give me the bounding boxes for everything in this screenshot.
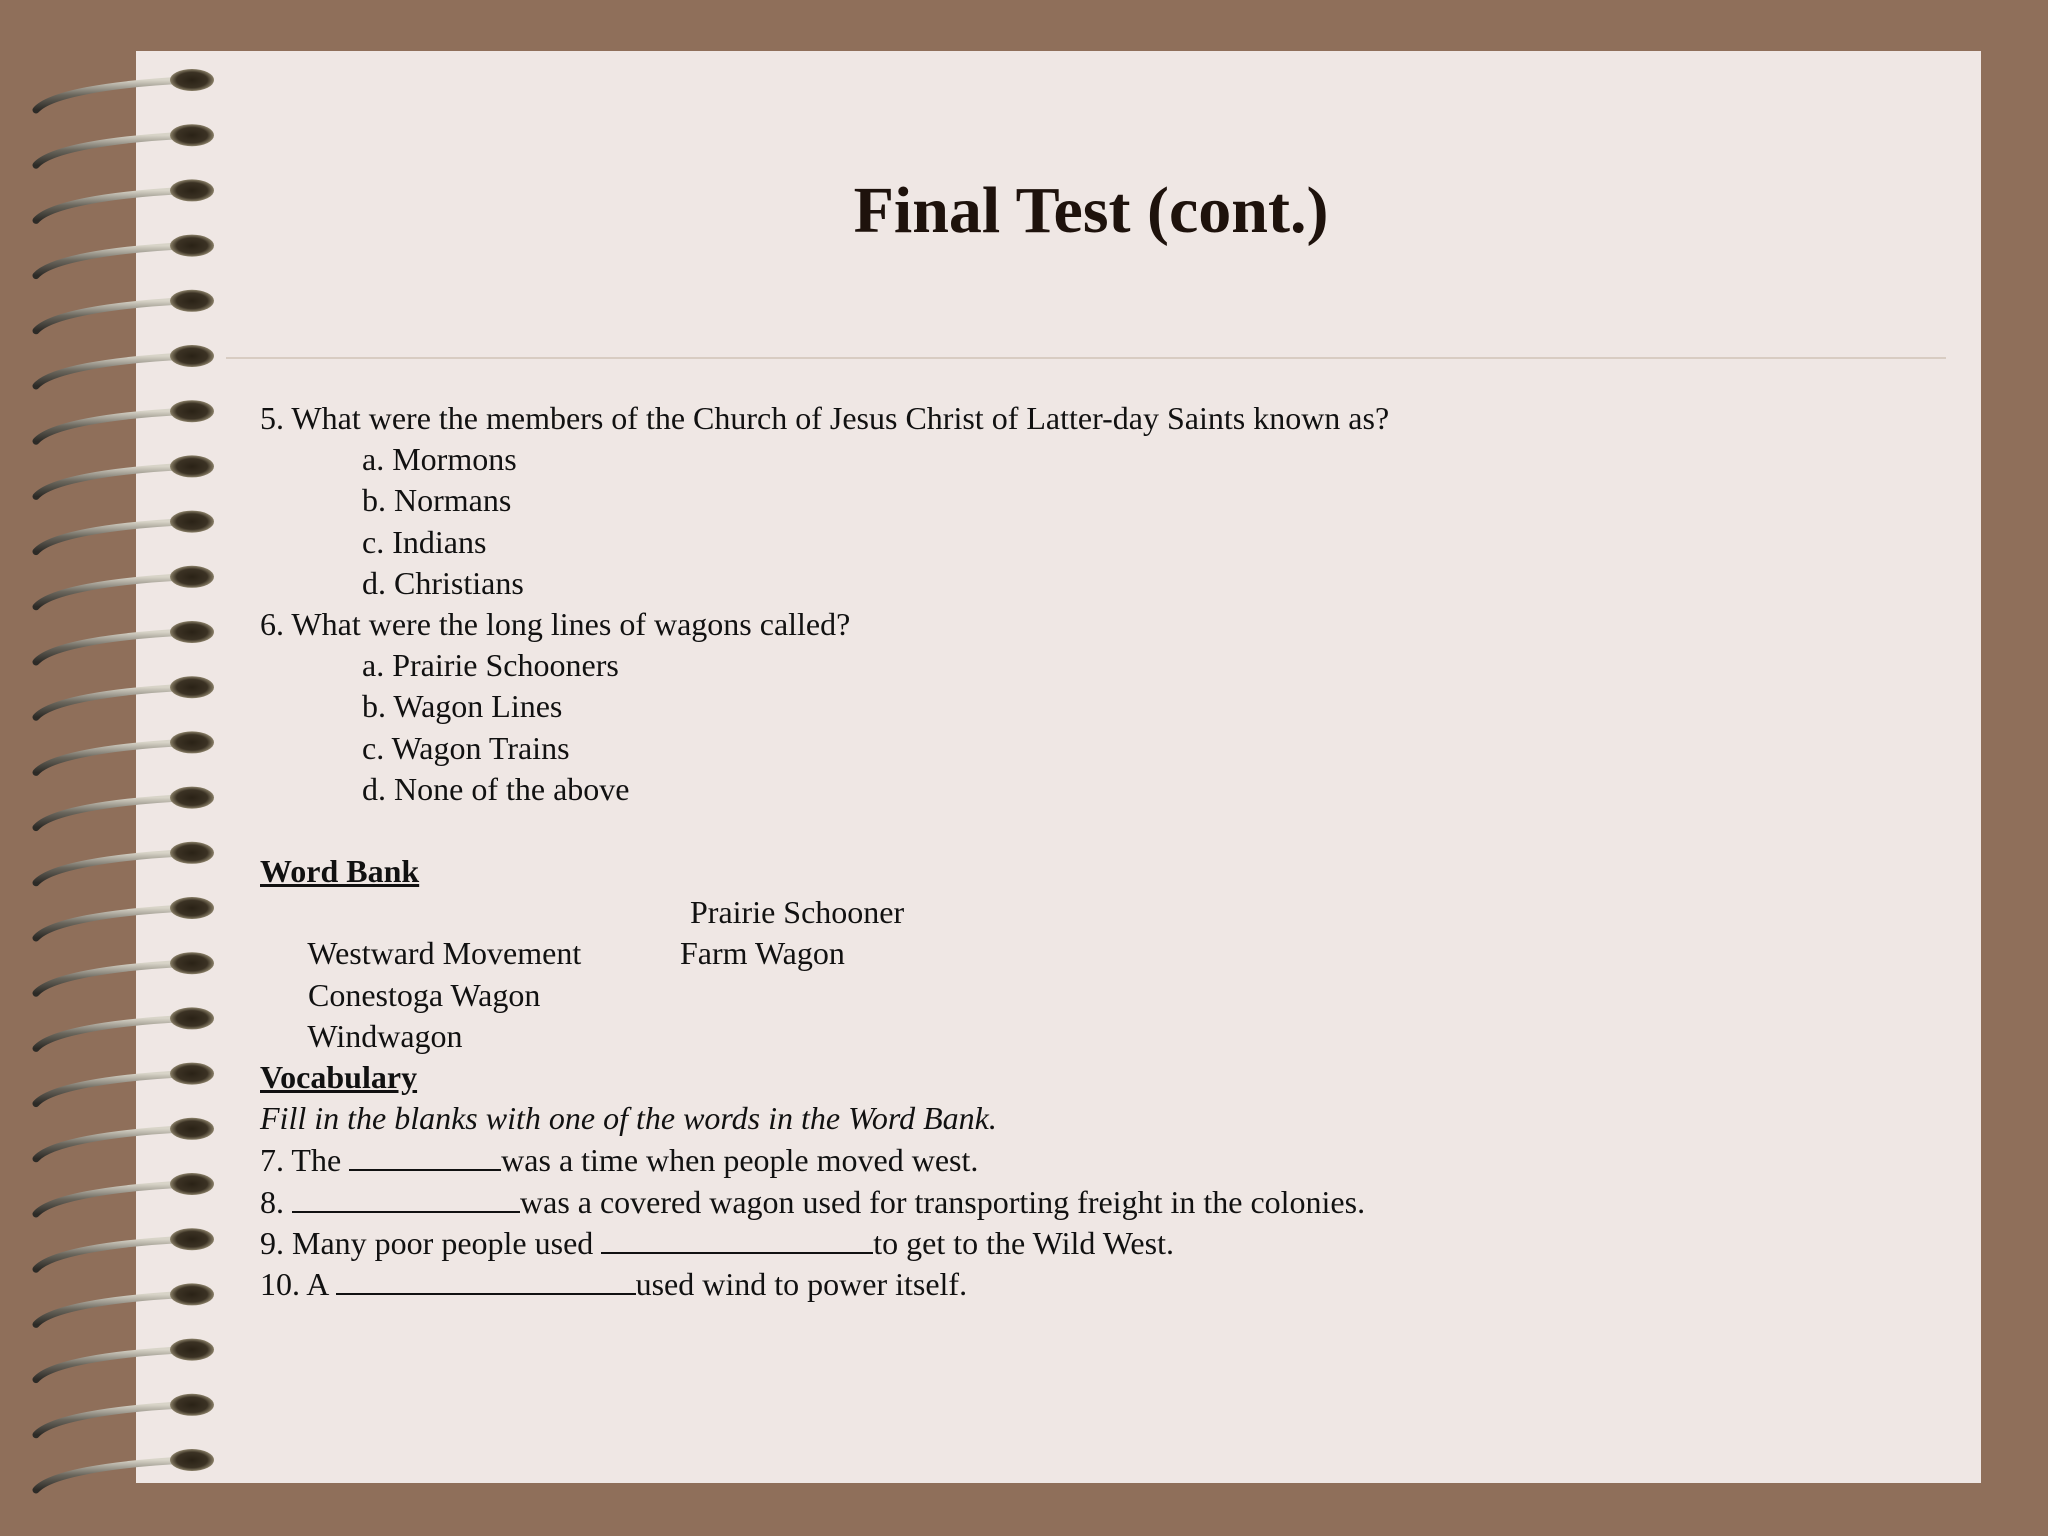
spiral-wire (36, 742, 186, 772)
spiral-wire (36, 80, 186, 110)
answer-option: d. None of the above (362, 770, 630, 807)
fill-in-blank[interactable] (292, 1181, 520, 1213)
binding-hole (170, 1283, 214, 1305)
spiral-wire (36, 908, 186, 938)
binding-hole (170, 124, 214, 146)
spiral-wire (36, 1405, 186, 1435)
answer-option: b. Normans (362, 482, 512, 519)
vocabulary-section (260, 1057, 1389, 1304)
vocabulary-item-prefix: 7. The (260, 1142, 350, 1179)
answer-option: c. Wagon Trains (362, 729, 570, 766)
spiral-wire (36, 356, 186, 386)
question-text: 6. What were the long lines of wagons called? (260, 605, 851, 642)
answer-option: b. Wagon Lines (362, 688, 563, 725)
word-bank-heading: Word Bank (260, 853, 420, 890)
binding-hole (170, 1228, 214, 1250)
spiral-wire (36, 577, 186, 607)
binding-hole (170, 1339, 214, 1361)
spiral-wire (36, 301, 186, 331)
answer-option: a. Mormons (362, 441, 517, 478)
binding-hole (170, 455, 214, 477)
test-content (260, 398, 1389, 1304)
answer-option: d. Christians (362, 564, 524, 601)
page-title: Final Test (cont.) (853, 174, 1329, 247)
answer-option: c. Indians (362, 523, 487, 560)
word-bank-row (260, 975, 1389, 1054)
spiral-wire (36, 1018, 186, 1048)
spiral-wire (36, 853, 186, 883)
vocabulary-item-suffix: used wind to power itself. (635, 1265, 968, 1302)
question-text: 5. What were the members of the Church of Jesus Christ of Latter-day Saints known as? (260, 400, 1390, 436)
binding-hole (170, 400, 214, 422)
binding-hole (170, 731, 214, 753)
spiral-wire (36, 135, 186, 165)
vocabulary-instruction: Fill in the blanks with one of the words in the Word Bank. (260, 1100, 997, 1137)
vocabulary-item (260, 1139, 1389, 1180)
spiral-wire (36, 1129, 186, 1159)
spiral-wire (36, 466, 186, 496)
fill-in-blank[interactable] (349, 1139, 501, 1171)
fill-in-blank[interactable] (601, 1222, 873, 1254)
binding-hole (170, 787, 214, 809)
binding-hole (170, 345, 214, 367)
word-bank (260, 851, 1389, 1054)
spiral-wire (36, 1239, 186, 1269)
spiral-wire (36, 246, 186, 276)
binding-hole (170, 621, 214, 643)
spiral-wire (36, 411, 186, 441)
binding-hole (170, 566, 214, 588)
binding-hole (170, 897, 214, 919)
binding-hole (170, 1118, 214, 1140)
binding-hole (170, 842, 214, 864)
word-bank-term: Prairie Schooner (690, 894, 905, 931)
title-divider (226, 357, 1946, 359)
binding-hole (170, 676, 214, 698)
binding-hole (170, 1173, 214, 1195)
spiral-wire (36, 522, 186, 552)
binding-hole (170, 1449, 214, 1471)
question-5 (260, 398, 1389, 604)
spiral-wire (36, 1350, 186, 1380)
vocabulary-item (260, 1181, 1389, 1222)
binding-hole (170, 290, 214, 312)
vocabulary-item-suffix: was a covered wagon used for transporting freight in the colonies. (520, 1183, 1366, 1220)
spiral-wire (36, 1294, 186, 1324)
vocabulary-item-suffix: to get to the Wild West. (873, 1224, 1174, 1261)
spiral-wire (36, 798, 186, 828)
question-6 (260, 604, 1389, 810)
vocabulary-item (260, 1222, 1389, 1263)
spiral-wire (36, 1460, 186, 1490)
binding-hole (170, 511, 214, 533)
spiral-wire (36, 687, 186, 717)
vocabulary-item (260, 1263, 1389, 1304)
binding-hole (170, 1394, 214, 1416)
word-bank-row (260, 933, 1389, 1013)
vocabulary-item-prefix: 10. A (260, 1265, 336, 1302)
vocabulary-heading: Vocabulary (260, 1059, 418, 1095)
vocabulary-item-prefix: 9. Many poor people used (260, 1224, 602, 1261)
spiral-wire (36, 963, 186, 993)
word-bank-term: Farm Wagon (680, 935, 845, 972)
spiral-wire (36, 1184, 186, 1214)
word-bank-term: Conestoga Wagon (308, 976, 541, 1013)
answer-option: a. Prairie Schooners (362, 647, 619, 684)
binding-hole (170, 952, 214, 974)
vocabulary-item-suffix: was a time when people moved west. (501, 1142, 979, 1179)
binding-hole (170, 1007, 214, 1029)
spiral-wire (36, 1074, 186, 1104)
fill-in-blank[interactable] (336, 1263, 636, 1295)
word-bank-term: Windwagon (307, 1017, 463, 1054)
spiral-wire (36, 632, 186, 662)
spacer (260, 810, 1389, 851)
word-bank-term: Westward Movement (307, 935, 582, 972)
binding-hole (170, 1063, 214, 1085)
binding-hole (170, 69, 214, 91)
vocabulary-item-prefix: 8. (260, 1183, 292, 1220)
